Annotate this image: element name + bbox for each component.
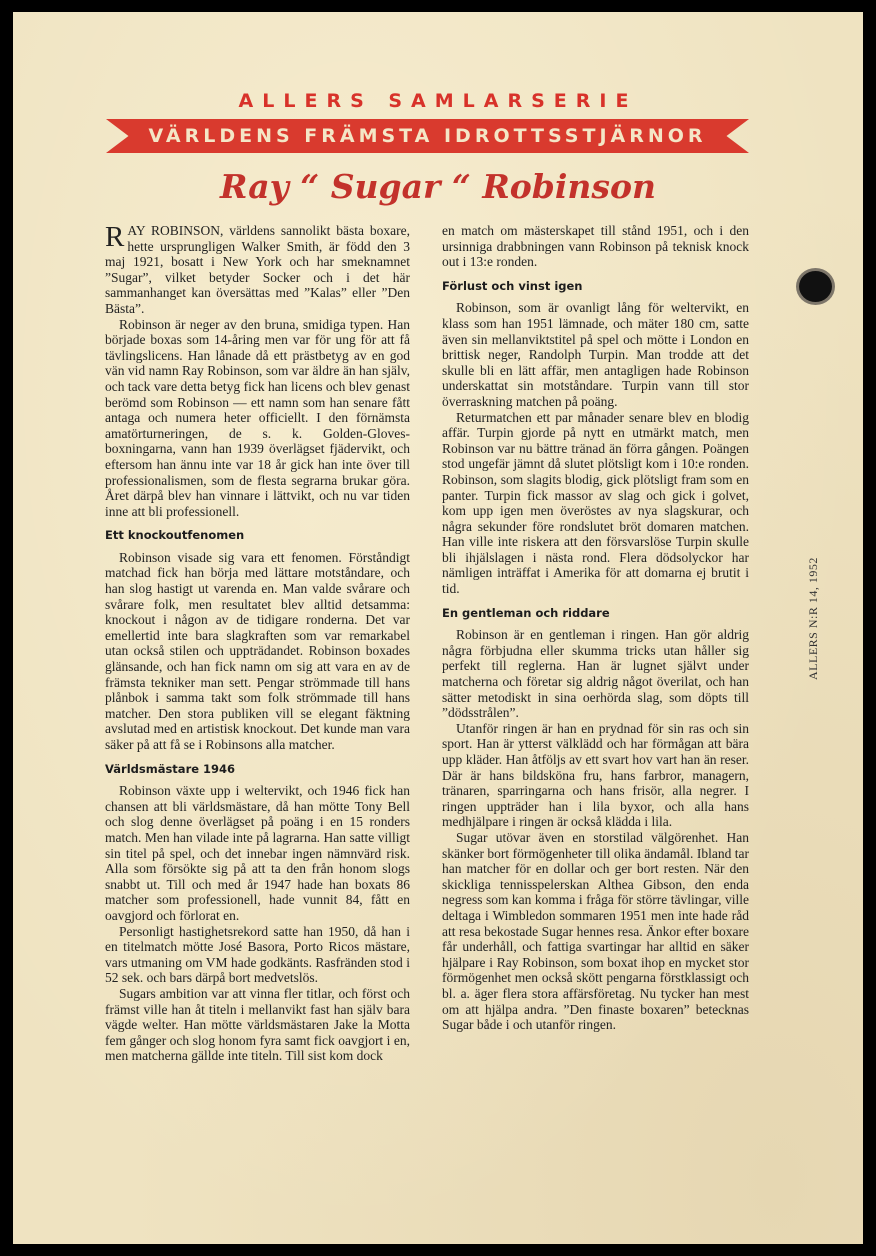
section-heading: Ett knockoutfenomen — [105, 528, 245, 543]
drop-cap: R — [105, 221, 125, 253]
section-heading: Förlust och vinst igen — [442, 278, 583, 293]
paragraph: Robinson visade sig vara ett fenomen. Förståndigt matchad fick han börja med lättare motståndare, och han slog hastigt ut varenda en. Man valde svårare och svårare folk, men resultatet blev alltid detsamma: knockout i någon av de tidigare ronderna. Det var emellertid inte bara slagkraften som var remarkabel utan också stilen och uppträdandet. Robinson boxades glänsande, och han fick namn om sig att vara en av de främsta tekniker man sett. Pengar strömmade till hans plånbok i samma takt som folk strömmade till hans matcher. Den stora publiken vill se elegant fäktning avslutad med en artistisk knockout. Det kunde man vara säker på att få se i Robinsons alla matcher. — [105, 549, 410, 752]
paragraph: Robinson är neger av den bruna, smidiga typen. Han började boxas som 14-åring men var för ung för att få tävlingslicens. Han lånade då ett prästbetyg av en god vän vid namn Ray Robinson, som var äldre än han själv, och tack vare detta betyg fick han licens och blev genast berömd som Robinson — ett namn som han senare fått antaga och numera heter officiellt. I den förnämsta amatörturneringen, de s. k. Golden-Gloves-boxningarna, vann han 1939 överlägset fjädervikt, och eftersom han ännu inte var 18 år gick han inte över till professionalismen, som de flesta segrarna brukar göra. Året därpå blev han vinnare i lättvikt, och nu var tiden inne att bli professionell. — [105, 316, 410, 519]
paragraph: Robinson, som är ovanligt lång för weltervikt, en klass som han 1951 lämnade, och mäter 180 cm, satte även sin mellanviktstitel på spel och mötte i London en brittisk neger, Randolph Turpin. Man trodde att det skulle bli en lätt affär, men antagligen hade Robinson underskattat sin motståndare. Turpin vann till stor överraskning matchen på poäng. — [442, 300, 749, 409]
section-heading: Världsmästare 1946 — [105, 761, 236, 776]
paragraph: Returmatchen ett par månader senare blev en blodig affär. Turpin gjorde på nytt en utmärkt match, men Robinson var nu bättre tränad än förra gången. Poängen stod ungefär jämnt då slutet plötsligt kom i 10:e ronden. Robinson, som slagits blodig, gick plötsligt fram som en panter. Turpin fick massor av slag och gick i golvet, kom upp igen men överöstes av nya slagskurar, och några sekunder före rondslutet bröt domaren matchen. Han ville inte riskera att den försvarslöse Turpin skulle bli ihjälslagen i nästa rond. Flera dödsolyckor har nämligen inträffat i Amerika för att domarna ej brutit i tid. — [442, 409, 749, 597]
paragraph: Sugar utövar även en storstilad välgörenhet. Han skänker bort förmögenheter till olika ändamål. Ibland tar han matcher för en dollar och ger bort resten. När den skickliga tennisspelerskan Althea Gibson, den enda negress som kan komma i fråga för större tävlingar, ville deltaga i Wimbledon sommaren 1951 men inte hade råd att resa bekostade Sugar hennes resa. Änkor efter boxare får underhåll, och fattiga svartingar har alltid en säker hjälpare i Ray Robinson, som boxat ihop en mycket stor förmögenhet men också skött pengarna förstklassigt och bl. a. äger flera stora affärsföretag. Nu tycker han mest om att hjälpa andra. ”Den finaste boxaren” betecknas Sugar både i och utanför ringen. — [442, 829, 749, 1033]
punch-hole — [799, 271, 832, 302]
issue-note: ALLERS N:R 14, 1952 — [806, 557, 820, 680]
article-column-right — [442, 223, 749, 1033]
paragraph-text: AY ROBINSON, världens sannolikt bästa boxare, hette ursprungligen Walker Smith, är född den 3 maj 1921, bosatt i New York och har smeknamnet ”Sugar”, vilket betyder Socker och i det här sammanhanget kan översättas med ”Kalas” eller ”Den Bästa”. — [105, 223, 410, 316]
article-title: Ray “ Sugar “ Robinson — [220, 167, 656, 206]
paragraph: Robinson växte upp i weltervikt, och 1946 fick han chansen att bli världsmästare, då han mötte Tony Bell och slog denne överlägset på poäng i en 15 ronders match. Men han vilade inte på lagrarna. Han satte villigt sin titel på spel, och det innebar ingen nämnvärd risk. Alla som försökte sig på att ta den från honom slogs snabbt ut. Till och med år 1947 hade han boxats 86 matcher som professionell, hade vunnit 84, fått en oavgjord och förlorat en. — [105, 783, 410, 923]
banner-text: VÄRLDENS FRÄMSTA IDROTTSSTJÄRNOR — [148, 125, 707, 147]
paragraph: Robinson är en gentleman i ringen. Han gör aldrig några förbjudna eller skumma tricks utan håller sig perfekt till reglerna. Han är lugnet självt under matcherna och företar sig aldrig något överilat, och han sätter metodiskt in sina oerhörda slag, som döpts till ”dödsstrålen”. — [442, 627, 749, 721]
section-heading: En gentleman och riddare — [442, 605, 610, 620]
article-column-left — [105, 223, 410, 1064]
paragraph: en match om mästerskapet till stånd 1951, och i den ursinniga drabbningen vann Robinson på teknisk knock out i 13:e ronden. — [442, 223, 749, 270]
paragraph: Utanför ringen är han en prydnad för sin ras och sin sport. Han är ytterst välklädd och har förmågan att bära upp kläder. Han åtföljs av ett svart hov vart han än reser. Där är hans bildsköna fru, hans farbror, managern, tränaren, sparringarna och hans frisör, alla negrer. I ringen uppträder han i lila byxor, och alla hans medhjälpare i ringen är också klädda i lila. — [442, 720, 749, 830]
paragraph: Personligt hastighetsrekord satte han 1950, då han i en titelmatch mötte José Basora, Porto Ricos mästare, vars utmaning om VM hade godkänts. Rasfränden stod i 52 sek. och bars därpå bort medvetslös. — [105, 923, 410, 986]
paragraph: Sugars ambition var att vinna fler titlar, och först och främst ville han åt titeln i mellanvikt fast han själv bara vägde welter. Han mötte världsmästaren Jake la Motta fem gånger och slog honom fyra samt fick oavgjort i en, men matcherna gällde inte titeln. Till sist kom dock — [105, 985, 410, 1064]
paragraph — [105, 223, 410, 317]
series-heading: ALLERS SAMLARSERIE — [238, 90, 638, 112]
